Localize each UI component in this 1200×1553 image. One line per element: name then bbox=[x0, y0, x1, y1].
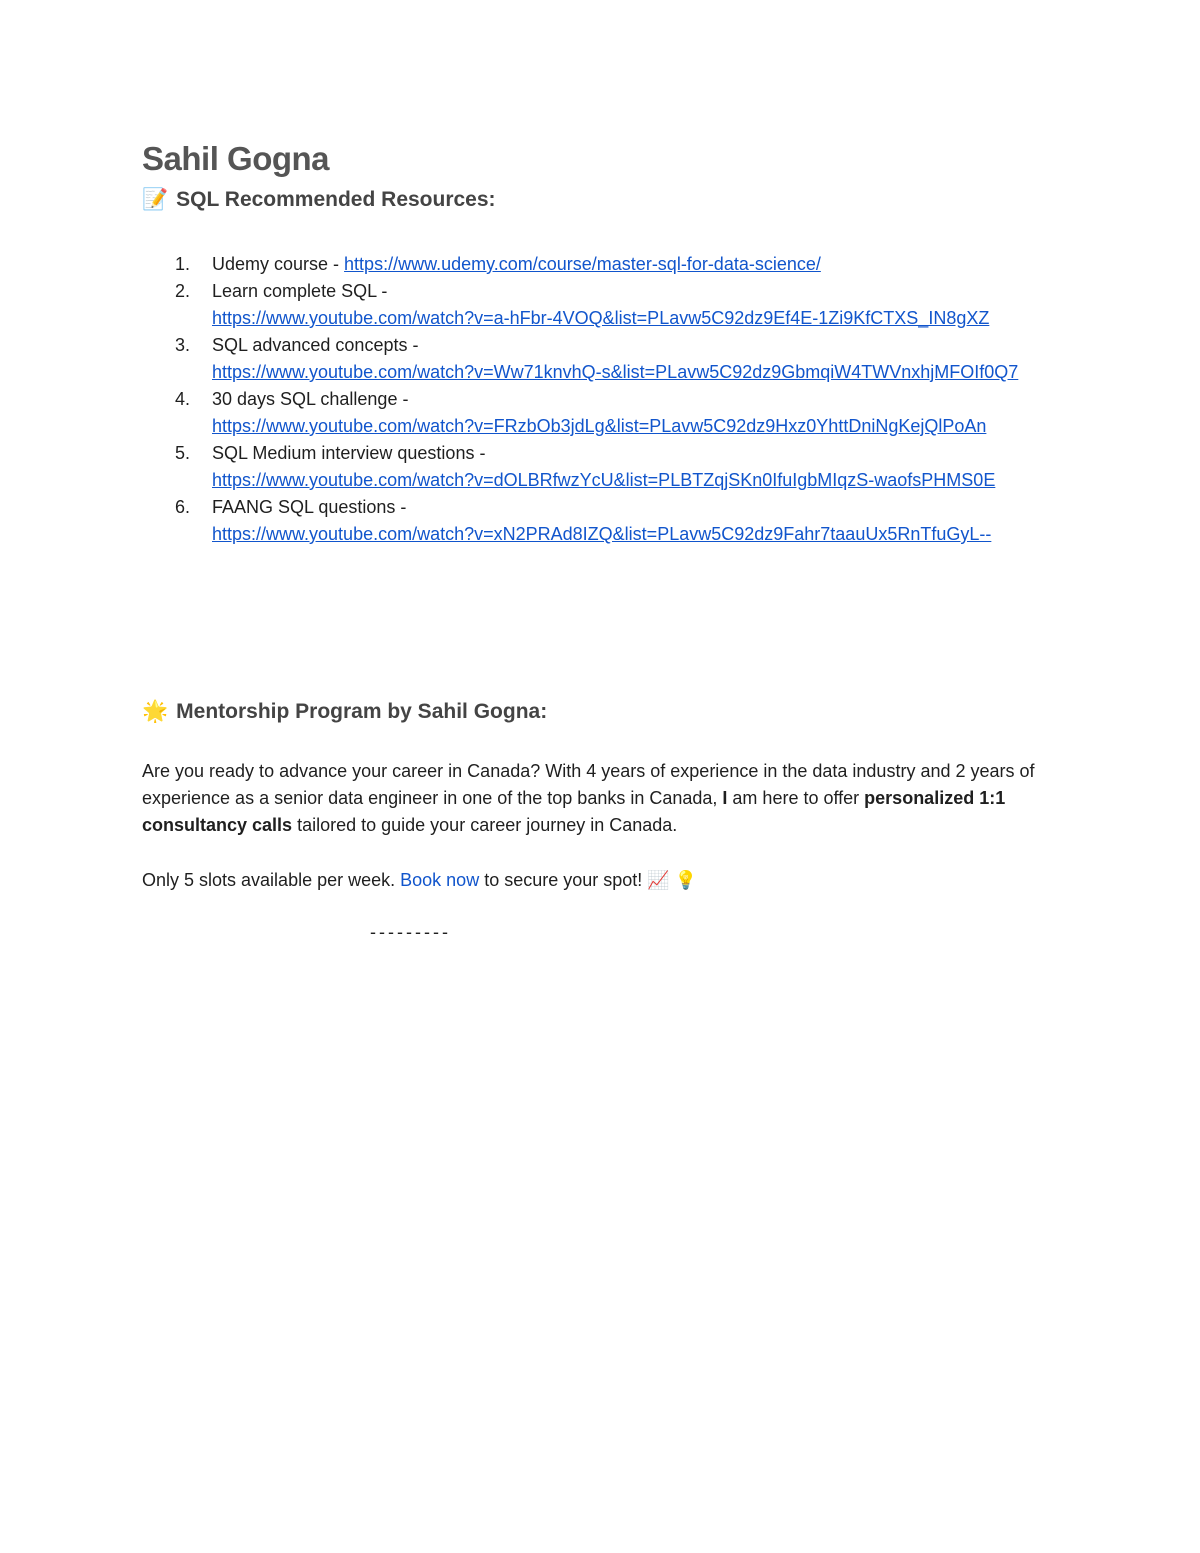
resource-link[interactable]: https://www.youtube.com/watch?v=FRzbOb3jdLg&list=PLavw5C92dz9Hxz0YhttDniNgKejQlPoAn bbox=[212, 416, 987, 436]
list-item bbox=[142, 386, 1062, 440]
list-number: 6. bbox=[175, 497, 191, 517]
resource-label: 30 days SQL challenge - bbox=[212, 389, 409, 409]
list-item bbox=[142, 494, 1062, 548]
mentorship-intro bbox=[142, 758, 1062, 839]
memo-icon: 📝 bbox=[142, 187, 169, 211]
list-item bbox=[142, 278, 1062, 332]
resource-label: SQL advanced concepts - bbox=[212, 335, 419, 355]
divider: --------- bbox=[370, 922, 451, 942]
resource-label: SQL Medium interview questions - bbox=[212, 443, 486, 463]
slots-text: Only 5 slots available per week. bbox=[142, 870, 401, 890]
chart-increasing-icon: 📈 bbox=[647, 870, 670, 891]
intro-bold-1: I bbox=[722, 788, 728, 808]
resource-label: FAANG SQL questions - bbox=[212, 497, 407, 517]
page-title: Sahil Gogna bbox=[142, 140, 330, 177]
intro-text-1: Are you ready to advance your career in Canada? With 4 years of experience in the data industry and 2 years of experience as a senior data engineer in one of the top banks in Canada, bbox=[142, 761, 1035, 808]
resource-link[interactable]: https://www.youtube.com/watch?v=a-hFbr-4VOQ&list=PLavw5C92dz9Ef4E-1Zi9KfCTXS_IN8gXZ bbox=[212, 308, 990, 328]
list-item bbox=[142, 251, 1062, 278]
slots-paragraph bbox=[142, 867, 1062, 894]
mentorship-heading-text: Mentorship Program by Sahil Gogna: bbox=[176, 699, 548, 723]
resource-link[interactable]: https://www.udemy.com/course/master-sql-for-data-science/ bbox=[344, 254, 821, 274]
list-item bbox=[142, 440, 1062, 494]
list-number: 3. bbox=[175, 335, 191, 355]
mentorship-heading bbox=[142, 699, 547, 724]
book-now-link[interactable]: Book now bbox=[400, 870, 480, 890]
resources-heading-text: SQL Recommended Resources: bbox=[176, 187, 496, 211]
list-number: 1. bbox=[175, 254, 191, 274]
resource-list bbox=[142, 251, 1062, 548]
resource-label: Learn complete SQL - bbox=[212, 281, 388, 301]
list-number: 2. bbox=[175, 281, 191, 301]
resource-link[interactable]: https://www.youtube.com/watch?v=xN2PRAd8IZQ&list=PLavw5C92dz9Fahr7taauUx5RnTfuGyL-- bbox=[212, 524, 992, 544]
slots-tail: to secure your spot! bbox=[479, 870, 648, 890]
glowing-star-icon: 🌟 bbox=[142, 699, 169, 723]
resources-heading bbox=[142, 187, 496, 212]
light-bulb-icon: 💡 bbox=[674, 870, 698, 891]
list-item bbox=[142, 332, 1062, 386]
resource-link[interactable]: https://www.youtube.com/watch?v=dOLBRfwzYcU&list=PLBTZqjSKn0IfuIgbMIqzS-waofsPHMS0E bbox=[212, 470, 996, 490]
intro-text-2: am here to offer bbox=[727, 788, 865, 808]
list-number: 5. bbox=[175, 443, 191, 463]
consultancy-highlight: personalized 1:1 consultancy calls bbox=[142, 788, 1006, 835]
list-number: 4. bbox=[175, 389, 191, 409]
intro-text-3: tailored to guide your career journey in Canada. bbox=[292, 815, 678, 835]
resource-label: Udemy course - bbox=[212, 254, 345, 274]
resource-link[interactable]: https://www.youtube.com/watch?v=Ww71knvhQ-s&list=PLavw5C92dz9GbmqiW4TWVnxhjMFOIf0Q7 bbox=[212, 362, 1019, 382]
